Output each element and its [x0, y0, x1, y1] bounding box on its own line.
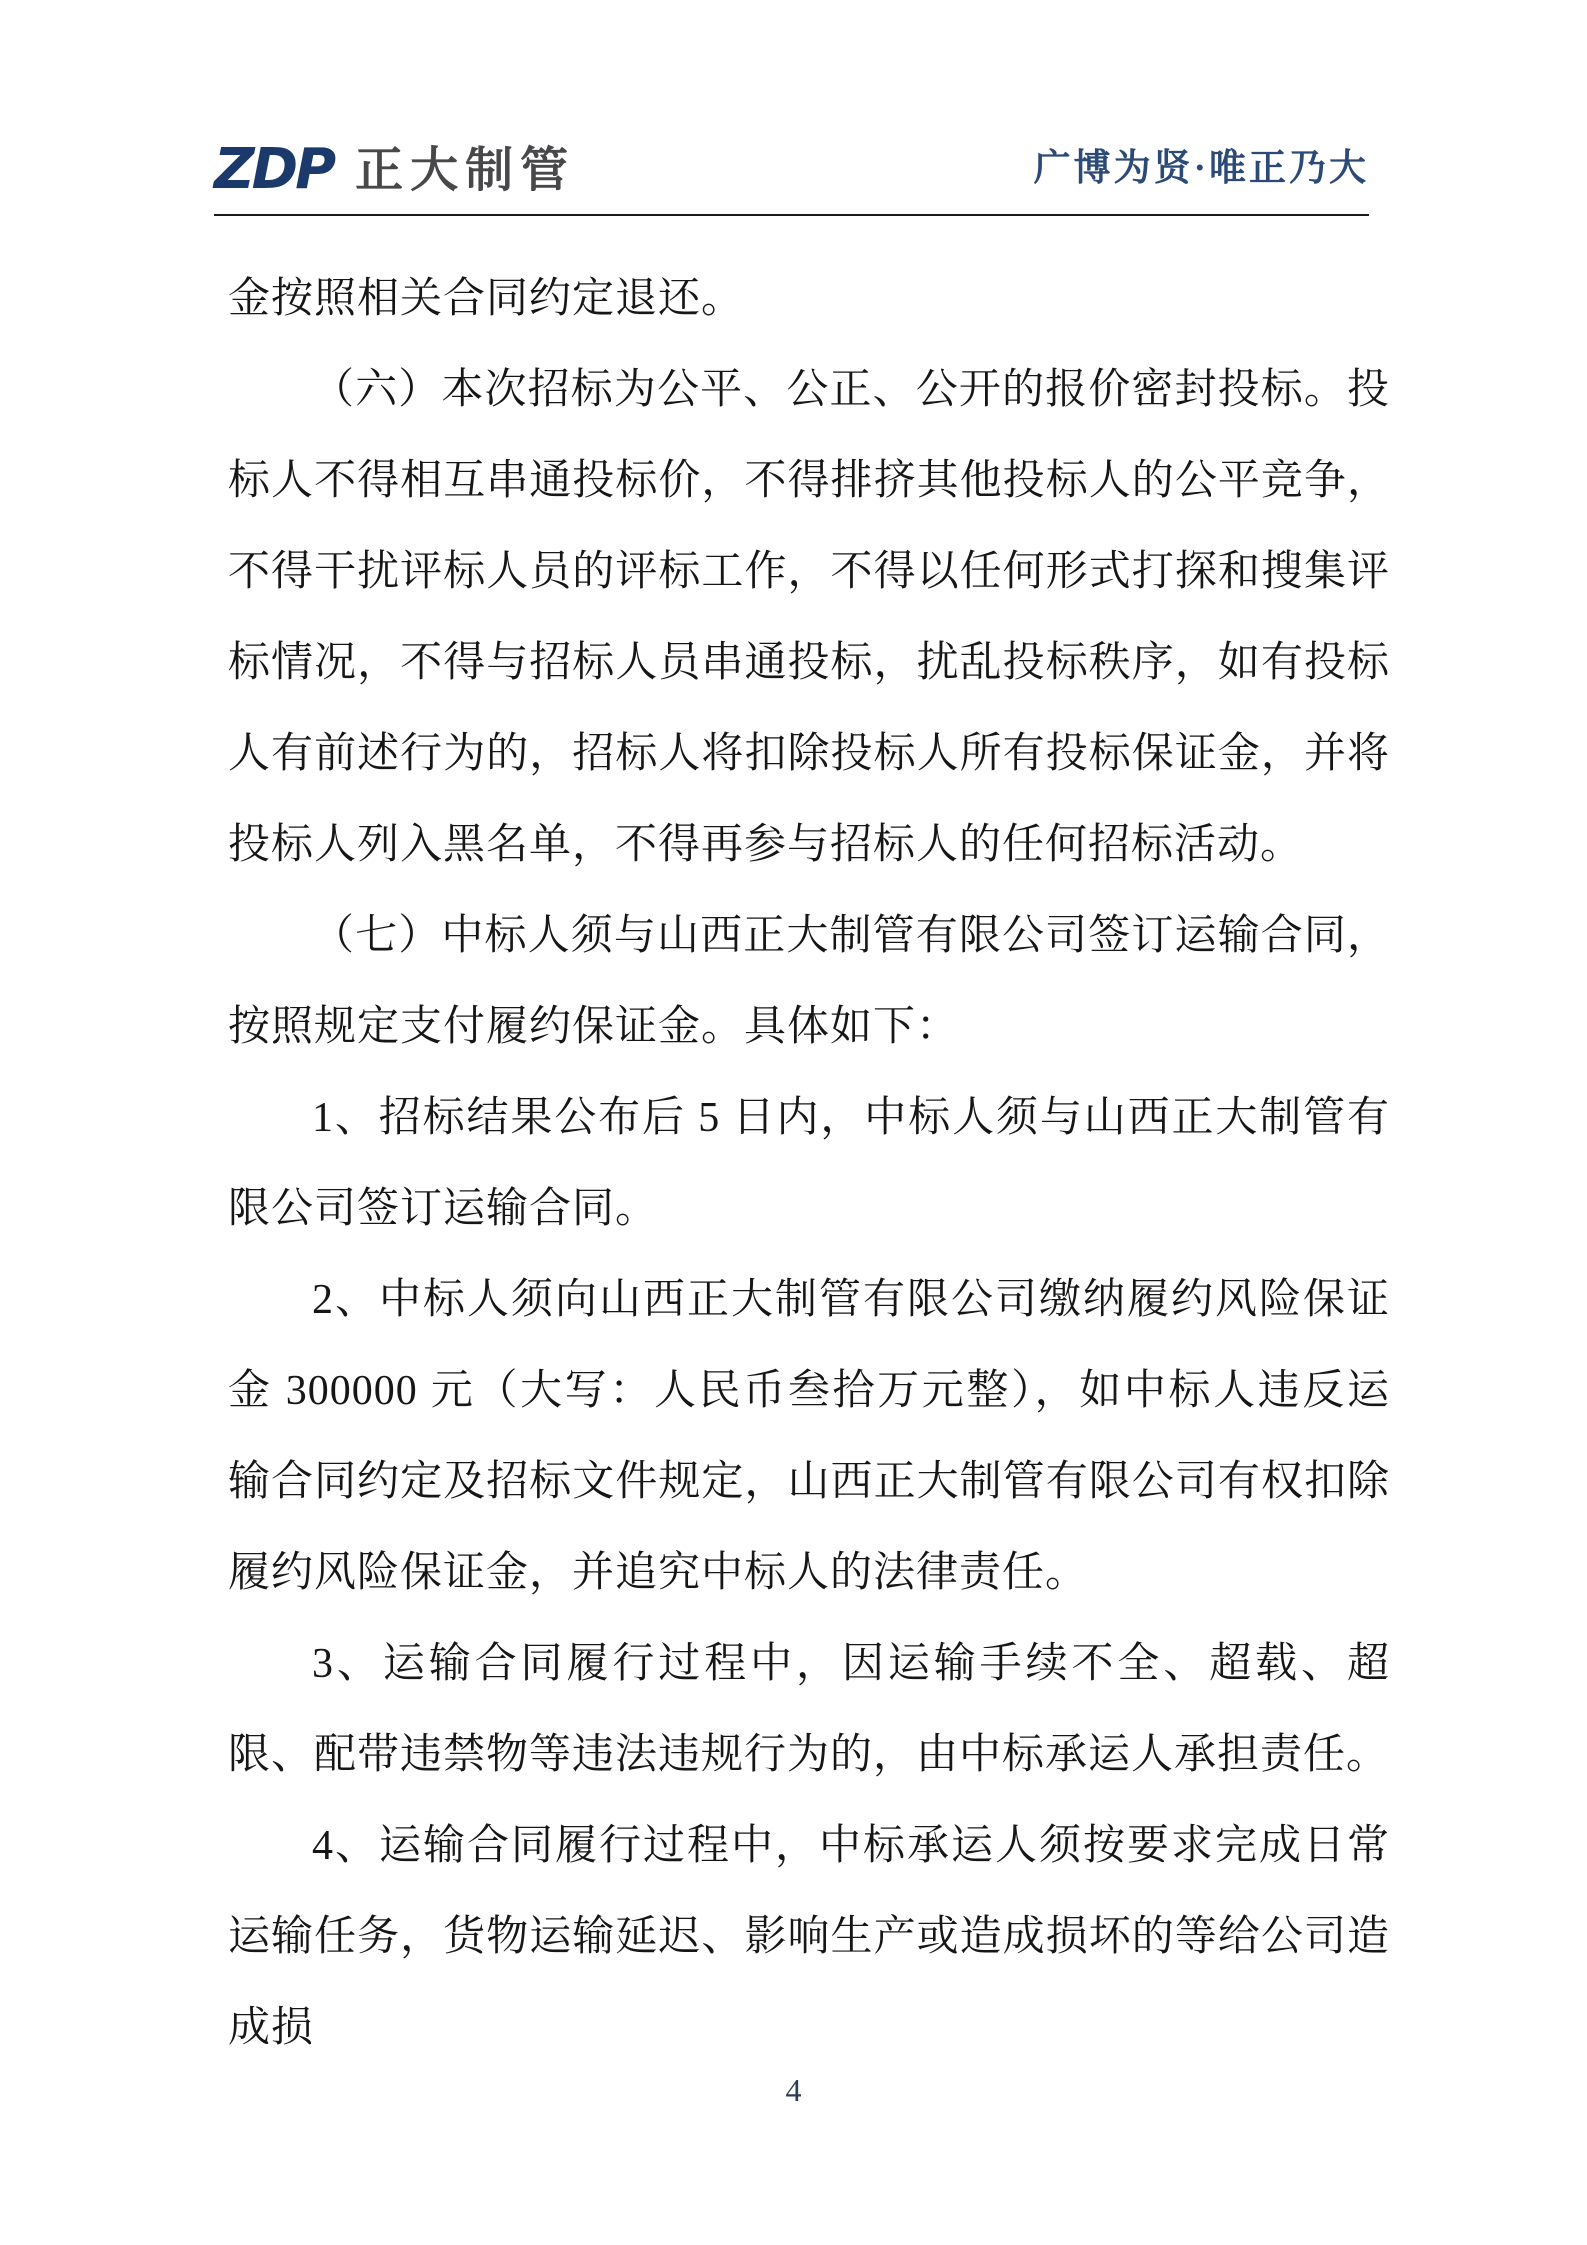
paragraph: 金按照相关合同约定退还。 [228, 276, 745, 322]
paragraph: 4、运输合同履行过程中，中标承运人须按要求完成日常运输任务，货物运输延迟、影响生产或造成损坏的等给公司造成损 [228, 1823, 1390, 2051]
company-tagline: 广博为贤·唯正乃大 [1033, 148, 1369, 189]
page-footer [0, 2072, 1587, 2108]
page-number: 4 [785, 2072, 802, 2108]
paragraph: 3、运输合同履行过程中，因运输手续不全、超载、超限、配带违禁物等违法违规行为的，由中标承运人承担责任。 [228, 1641, 1390, 1778]
paragraph: 1、招标结果公布后 5 日内，中标人须与山西正大制管有限公司签订运输合同。 [228, 1095, 1390, 1232]
header-divider [214, 214, 1369, 216]
document-body [228, 254, 1390, 2074]
company-logo [214, 137, 576, 202]
paragraph: （七）中标人须与山西正大制管有限公司签订运输合同，按照规定支付履约保证金。具体如下： [228, 913, 1390, 1050]
page-header [214, 132, 1369, 202]
company-name: 正大制管 [355, 142, 576, 198]
paragraph: 2、中标人须向山西正大制管有限公司缴纳履约风险保证金 300000 元（大写：人民币叁拾万元整），如中标人违反运输合同约定及招标文件规定，山西正大制管有限公司有权扣除履约风险保证金，并追究中标人的法律责任。 [228, 1277, 1390, 1596]
zdp-logo-icon: ZDP [214, 137, 334, 202]
paragraph: （六）本次招标为公平、公正、公开的报价密封投标。投标人不得相互串通投标价，不得排挤其他投标人的公平竞争，不得干扰评标人员的评标工作，不得以任何形式打探和搜集评标情况，不得与招标人员串通投标，扰乱投标秩序，如有投标人有前述行为的，招标人将扣除投标人所有投标保证金，并将投标人列入黑名单，不得再参与招标人的任何招标活动。 [228, 367, 1390, 868]
